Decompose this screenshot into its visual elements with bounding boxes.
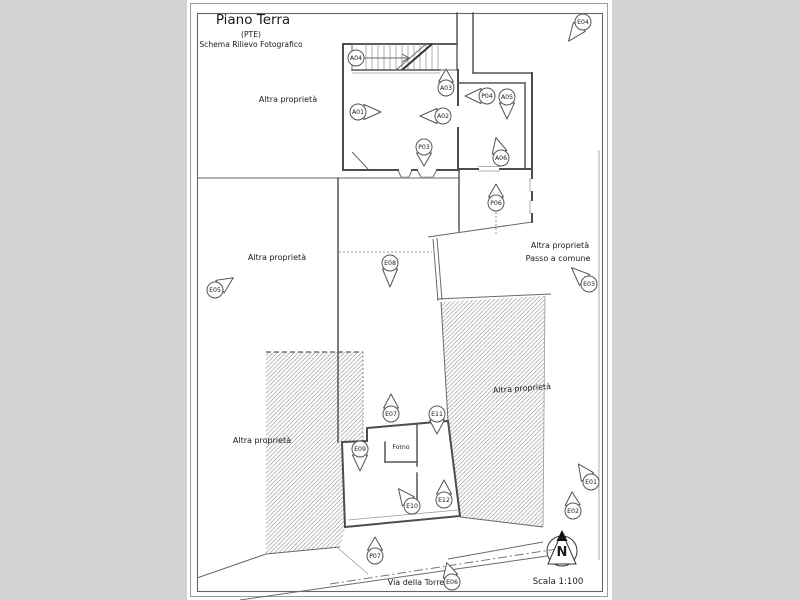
- property-label-mid-left: Altra proprietà: [247, 253, 307, 262]
- marker-label: E09: [354, 446, 366, 454]
- marker-label: E04: [577, 19, 589, 27]
- marker-label: A06: [494, 155, 508, 163]
- property-label-top-left: Altra proprietà: [258, 95, 318, 104]
- marker-label: E12: [438, 497, 450, 505]
- marker-label: P03: [418, 144, 430, 152]
- marker-label: E02: [567, 508, 579, 516]
- marker-label: A03: [439, 85, 453, 93]
- forno-label: Forno: [392, 444, 410, 451]
- drawing-sheet: [187, 0, 612, 600]
- marker-label: A01: [351, 109, 365, 117]
- marker-label: E10: [406, 503, 418, 511]
- marker-label: E07: [385, 411, 397, 419]
- scale-label: Scala 1:100: [532, 577, 584, 587]
- property-label-right-2: Passo a comune: [525, 254, 591, 263]
- marker-label: A05: [500, 94, 514, 102]
- marker-label: E01: [585, 479, 597, 487]
- drawing-description: Schema Rilievo Fotografico: [199, 40, 303, 49]
- marker-label: E11: [431, 411, 443, 419]
- marker-label: P07: [369, 553, 381, 561]
- north-letter: N: [556, 545, 568, 560]
- marker-label: P04: [481, 93, 493, 101]
- marker-label: E06: [446, 579, 458, 587]
- drawing-title: Piano Terra: [215, 12, 291, 28]
- property-label-hatch-right: Altra proprietà: [492, 381, 552, 396]
- property-label-bottom-left: Altra proprietà: [232, 436, 292, 445]
- street-label: Via della Torre: [387, 578, 445, 587]
- marker-label: E03: [583, 281, 595, 289]
- marker-label: A02: [436, 113, 450, 121]
- marker-label: A04: [349, 55, 363, 63]
- drawing-subtitle: (PTE): [241, 30, 261, 39]
- marker-label: E08: [384, 260, 396, 268]
- marker-label: E05: [209, 287, 221, 295]
- property-label-right-1: Altra proprietà: [530, 241, 590, 250]
- marker-label: P06: [490, 200, 502, 208]
